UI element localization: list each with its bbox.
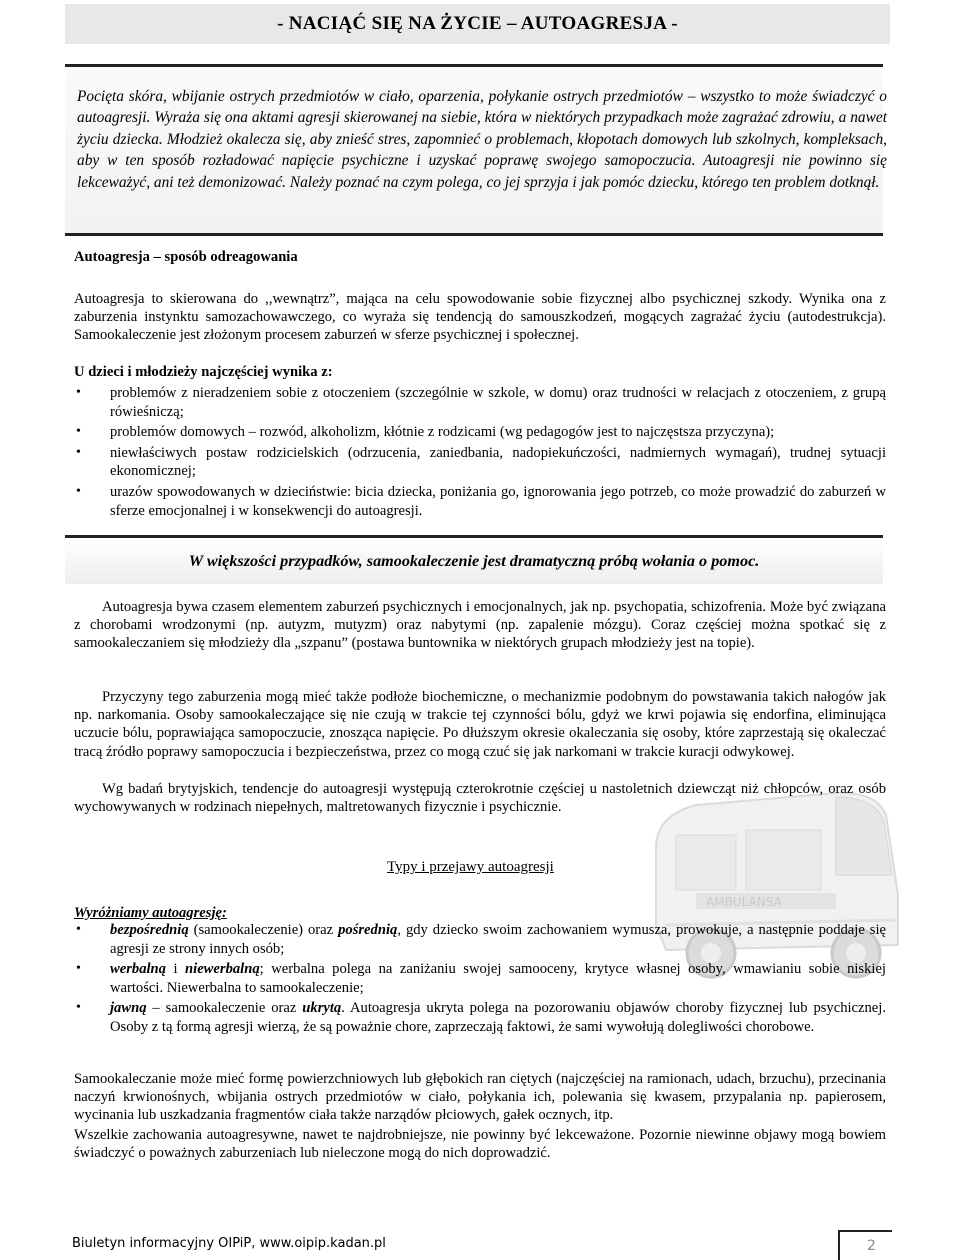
section-heading-odreagowanie: Autoagresja – sposób odreagowania	[74, 249, 298, 265]
paragraph-warning: Wszelkie zachowania autoagresywne, nawet te najdrobniejsze, nie powinny być lekceważone. Pozornie niewinne objawy mogą bowiem świadczyć o poważnych zaburzeniach lub nieleczone mogą do nich doprowadzić.	[74, 1127, 886, 1162]
bullet-icon: •	[76, 424, 81, 440]
causes-heading: U dzieci i młodzieży najczęściej wynika z:	[74, 364, 333, 380]
types-lead: Wyróżniamy autoagresję:	[74, 905, 227, 921]
bullet-icon: •	[76, 444, 81, 460]
types-section-title: Typy i przejawy autoagresji	[387, 859, 554, 875]
paragraph-definition: Autoagresja to skierowana do ,,wewnątrz”, mająca na celu spowodowanie sobie fizycznej albo psychicznej szkody. Wynika ona z zaburzenia instynktu samozachowawczego, co wyraża się tendencją do samouszkodzeń, mogących zagrażać życiu (autodestrukcja). Samookaleczenie jest złożonym procesem zaburzeń w sferze psychicznej i społecznej.	[74, 291, 886, 344]
list-item: • bezpośrednią (samookaleczenie) oraz pośrednią, gdy dziecko swoim zachowaniem wymusza, prowokuje, a następnie poddaje się agresji ze strony innych osób;	[76, 922, 887, 957]
page-title-text: - NACIĄĆ SIĘ NA ŻYCIE – AUTOAGRESJA -	[277, 13, 678, 34]
list-item: • urazów spowodowanych w dzieciństwie: bicia dziecka, poniżania go, ignorowania jego potrzeb, co może prowadzić do zaburzeń w sferze emocjonalnej i w konsekwencji do autoagresji.	[76, 483, 886, 519]
bullet-icon: •	[76, 922, 81, 937]
paragraph-disorders: Autoagresja bywa czasem elementem zaburzeń psychicznych i emocjonalnych, jak np. psychopatia, schizofrenia. Może być związana z chorobami wrodzonymi (np. autyzm, mutyzm) oraz nabytymi (np. zapalenie mózgu). Coraz częściej można spotkać się z samookaleczaniem się młodzieży dla „szpanu” (postawa buntownika w niektórych grupach młodzieży jest na topie).	[74, 599, 886, 652]
types-list	[76, 921, 886, 1039]
bullet-icon: •	[76, 385, 81, 400]
footer-publication: Biuletyn informacyjny OIPiP, www.oipip.kadan.pl	[72, 1236, 386, 1251]
bullet-icon: •	[76, 1000, 81, 1016]
causes-list	[76, 384, 886, 522]
list-item: • werbalną i niewerbalną; werbalna polega na zaniżaniu swojej samooceny, krytyce własnej osoby, wmawianiu sobie niskiej wartości. Niewerbalna to samookaleczenie;	[76, 961, 886, 996]
paragraph-research: Wg badań brytyjskich, tendencje do autoagresji występują czterokrotnie częściej u nastoletnich dziewcząt niż chłopców, oraz osób wychowywanych w rodzinach niepełnych, maltretowanych fizycznie i psychicznie.	[74, 781, 886, 816]
page-corner-frame	[838, 1230, 892, 1260]
callout-text: W większości przypadków, samookaleczenie jest dramatyczną próbą wołania o pomoc.	[188, 551, 760, 570]
intro-text: Pocięta skóra, wbijanie ostrych przedmiotów w ciało, oparzenia, połykanie ostrych przedmiotów – wszystko to może świadczyć o autoagresji. Wyraża się ona aktami agresji skierowanej na siebie, która w niektórych przypadkach może zagrażać zdrowiu, a nawet życiu dziecka. Młodzież okalecza się, aby znieść stres, zapomnieć o problemach, kłopotach domowych lub szkolnych, kompleksach, aby w ten sposób rozładować napięcie psychiczne i uzyskać poprawę swojego samopoczucia. Autoagresji nie powinno się lekceważyć, ani też demonizować. Należy poznać na czym polega, co jej sprzyja i jak pomóc dziecku, którego ten problem dotknął.	[77, 88, 887, 191]
paragraph-biochemistry: Przyczyny tego zaburzenia mogą mieć także podłoże biochemiczne, o mechanizmie podobnym do powstawania takich nałogów jak np. narkomania. Osoby samookaleczające się nie czują w trakcie tej czynności bólu, gdyż we krwi pojawia się endorfina, eliminująca uczucie bólu, poprawiająca samopoczucie, znosząca napięcie. Po dłuższym okresie okaleczania się osoby, które zaprzestają się okaleczać tracą źródło poprawy samopoczucia i bezpieczeństwa, przez co mogą czuć się jak narkomani w trakcie kuracji odwykowej.	[74, 689, 886, 760]
page-title	[65, 4, 890, 44]
paragraph-forms: Samookaleczanie może mieć formę powierzchniowych lub głębokich ran ciętych (najczęściej na ramionach, udach, brzuchu), przecinania naczyń krwionośnych, wbijania ostrych przedmiotów w ciało, połykania ich, polewania się kwasem, przypalania np. papierosem, wycinania lub uszkadzania fragmentów ciała także narządów płciowych, gałek ocznych, itp.	[74, 1071, 886, 1124]
callout-box	[65, 535, 883, 584]
bullet-icon: •	[76, 483, 81, 499]
list-item: • problemów domowych – rozwód, alkoholizm, kłótnie z rodzicami (wg pedagogów jest to najczęstsza przyczyna);	[76, 424, 775, 441]
ambulance-label: AMBULANSA	[706, 895, 782, 909]
list-item: • jawną – samookaleczenie oraz ukrytą. Autoagresja ukryta polega na pozorowaniu objawów choroby fizycznej lub psychicznej. Osoby z tą formą agresji wierzą, że są poważnie chore, zaprzeczają faktowi, że sami wywołują dolegliwości chorobowe.	[76, 1000, 886, 1035]
list-item: • problemów z nieradzeniem sobie z otoczeniem (szczególnie w szkole, w domu) oraz trudności w relacjach z otoczeniem, z grupą rówieśniczą;	[76, 385, 886, 420]
bullet-icon: •	[76, 961, 81, 977]
list-item: • niewłaściwych postaw rodzicielskich (odrzucenia, zaniedbania, nadopiekuńczości, nadmiernych wymagań), trudnej sytuacji ekonomicznej;	[76, 444, 886, 480]
page-number: 2	[867, 1238, 876, 1254]
